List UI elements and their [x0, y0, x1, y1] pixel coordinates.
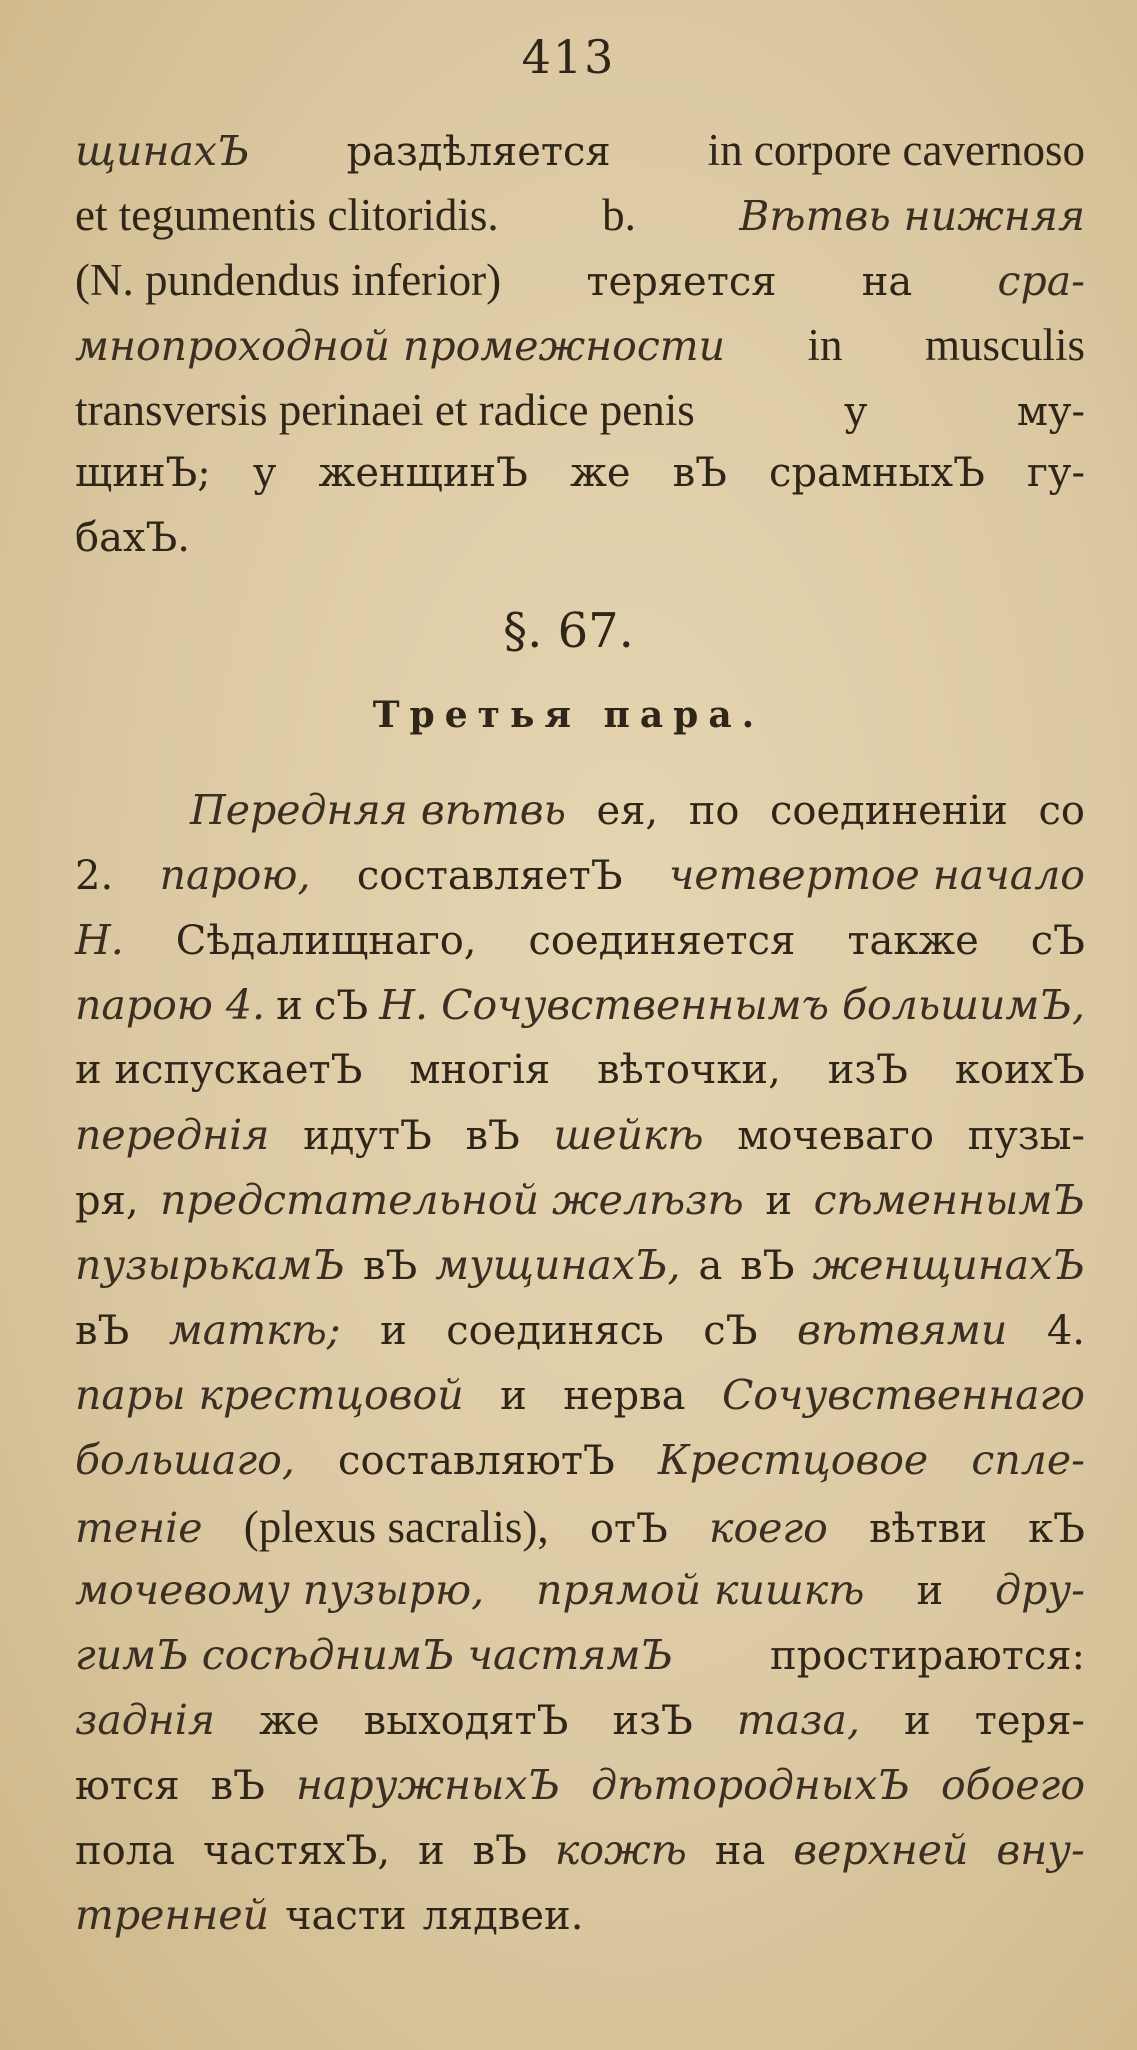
word: (N. pundendus inferior)	[75, 255, 502, 305]
word: и	[904, 1698, 931, 1744]
word: и	[276, 983, 303, 1029]
word: вЪ	[362, 1243, 418, 1289]
word: по	[688, 788, 740, 834]
word: in	[807, 320, 843, 370]
word: со	[1038, 788, 1085, 834]
page-number: 413	[521, 30, 616, 84]
word: вЪ	[740, 1243, 795, 1289]
word: заднія	[75, 1696, 216, 1744]
word: нерва	[563, 1373, 686, 1419]
text-line	[75, 515, 1085, 561]
word: теря-	[974, 1698, 1085, 1744]
word: же	[570, 450, 631, 496]
text-line	[75, 1241, 1085, 1289]
word: сЪ	[703, 1308, 758, 1354]
word: H.	[75, 916, 124, 964]
text-line	[75, 1826, 1085, 1874]
word: b.	[602, 190, 636, 240]
word: коего	[709, 1504, 828, 1552]
word: парою 4.	[75, 981, 266, 1029]
word: вЪ	[465, 1113, 520, 1159]
text-line	[75, 1696, 1085, 1744]
word: срамныхЪ	[769, 450, 985, 496]
word: ея,	[596, 788, 659, 834]
word: вЪ	[75, 1308, 130, 1354]
word: сра-	[997, 257, 1085, 305]
word: мущинахЪ,	[435, 1241, 681, 1289]
word: мнопроходной промежности	[75, 322, 726, 370]
word: соединяется	[528, 918, 796, 964]
word: теніе	[75, 1504, 203, 1552]
word: предстательной желѣзѣ	[160, 1176, 744, 1224]
word: части	[285, 1893, 407, 1939]
text-line	[190, 786, 1085, 834]
word: вѣтви	[869, 1506, 987, 1552]
word: и	[380, 1308, 407, 1354]
word: кожѣ	[554, 1826, 687, 1874]
word: коихЪ	[954, 1047, 1085, 1093]
word: частяхЪ,	[202, 1828, 391, 1874]
word: маткѣ;	[168, 1306, 341, 1354]
word: мочеваго	[737, 1113, 934, 1159]
word: большаго,	[75, 1436, 295, 1484]
word: Крестцовое	[658, 1436, 929, 1484]
word: Н. Сочувственнымъ большимЪ,	[379, 981, 1085, 1029]
text-line	[75, 1761, 1085, 1809]
text-line	[75, 1502, 1085, 1552]
word: парою,	[159, 851, 311, 899]
text-line	[75, 125, 1085, 175]
word: и	[765, 1178, 792, 1224]
word: и	[500, 1373, 527, 1419]
word: соединясь	[446, 1308, 664, 1354]
word: musculis	[924, 320, 1085, 370]
word: также	[847, 918, 979, 964]
word: сѣменнымЪ	[813, 1176, 1085, 1224]
word: вЪ	[210, 1763, 265, 1809]
word: ря,	[75, 1178, 139, 1224]
word: у	[844, 389, 868, 435]
word: дру-	[995, 1566, 1085, 1614]
word: Сѣдалищнаго,	[175, 918, 477, 964]
text-line	[75, 255, 1085, 305]
word: простираются:	[769, 1633, 1085, 1679]
word: вну-	[996, 1826, 1085, 1874]
word: наружныхЪ	[295, 1761, 561, 1809]
word: выходятЪ	[363, 1698, 569, 1744]
word: щинЪ;	[75, 450, 211, 496]
word: вЪ	[672, 450, 727, 496]
word: мочевому пузырю,	[75, 1566, 485, 1614]
word: Сочувственнаго	[721, 1371, 1085, 1419]
word: таза,	[736, 1696, 860, 1744]
word: in corpore cavernoso	[707, 125, 1085, 175]
word: отЪ	[589, 1506, 668, 1552]
word: transversis perinaei et radice penis	[75, 385, 695, 435]
word: щинахЪ	[75, 127, 250, 175]
word: вѣтвями	[796, 1306, 1008, 1354]
word: и испускаетЪ	[75, 1047, 363, 1093]
word: гу-	[1026, 450, 1085, 496]
text-line	[75, 1306, 1085, 1354]
word: спле-	[971, 1436, 1085, 1484]
word: обоего	[940, 1761, 1085, 1809]
word: Вѣтвь нижняя	[739, 192, 1085, 240]
word: переднія	[75, 1111, 270, 1159]
word: верхней	[793, 1826, 969, 1874]
word: соединеніи	[770, 788, 1008, 834]
text-line	[75, 1436, 1085, 1484]
word: у	[252, 450, 277, 496]
text-line	[75, 1176, 1085, 1224]
word: пузы-	[967, 1113, 1085, 1159]
word: и	[418, 1828, 445, 1874]
word: гимЪ сосѣднимЪ частямЪ	[75, 1631, 674, 1679]
word: же	[259, 1698, 320, 1744]
word: шейкѣ	[553, 1111, 704, 1159]
word: прямой кишкѣ	[536, 1566, 865, 1614]
word: изЪ	[612, 1698, 693, 1744]
word: 2.	[75, 853, 114, 899]
word: кЪ	[1028, 1506, 1085, 1552]
word: дѣтородныхЪ	[591, 1761, 910, 1809]
text-line	[75, 190, 1085, 240]
word: на	[861, 259, 913, 305]
text-line	[75, 1891, 1085, 1939]
word: теряется	[586, 259, 777, 305]
word: четвертое начало	[668, 851, 1085, 899]
word: и	[916, 1568, 944, 1614]
word: составляетЪ	[356, 853, 623, 899]
word: лядвеи.	[422, 1893, 584, 1939]
text-line	[75, 385, 1085, 435]
word: на	[714, 1828, 766, 1874]
word: изЪ	[827, 1047, 908, 1093]
word: et tegumentis clitoridis.	[75, 190, 499, 240]
word: вѣточки,	[597, 1047, 781, 1093]
text-line	[75, 981, 1085, 1029]
word: 4.	[1046, 1308, 1085, 1354]
word: идутЪ	[303, 1113, 432, 1159]
text-line	[75, 1566, 1085, 1614]
word: му-	[1016, 389, 1085, 435]
word: пузырькамЪ	[75, 1241, 346, 1289]
word: (plexus sacralis),	[243, 1502, 549, 1552]
word: пола	[75, 1828, 175, 1874]
word: женщинахЪ	[812, 1241, 1085, 1289]
word: женщинЪ	[318, 450, 528, 496]
text-line	[75, 1631, 1085, 1679]
text-line	[75, 1371, 1085, 1419]
text-line	[75, 1111, 1085, 1159]
text-line	[75, 916, 1085, 964]
text-line	[75, 450, 1085, 496]
word: ются	[75, 1763, 180, 1809]
text-line	[75, 320, 1085, 370]
word: многія	[409, 1047, 551, 1093]
word: сЪ	[1030, 918, 1085, 964]
section-heading: Третья пара.	[372, 694, 765, 736]
word: бахЪ.	[75, 515, 190, 561]
word: раздѣляется	[346, 129, 611, 175]
word: пары крестцовой	[75, 1371, 464, 1419]
word: а	[698, 1243, 723, 1289]
word: вЪ	[472, 1828, 527, 1874]
word: сЪ	[313, 983, 369, 1029]
word: тренней	[75, 1891, 270, 1939]
word: составляютЪ	[338, 1438, 615, 1484]
text-line	[75, 851, 1085, 899]
text-line	[75, 1047, 1085, 1093]
section-number: §. 67.	[503, 603, 634, 659]
word: Передняя вѣтвь	[190, 786, 566, 834]
